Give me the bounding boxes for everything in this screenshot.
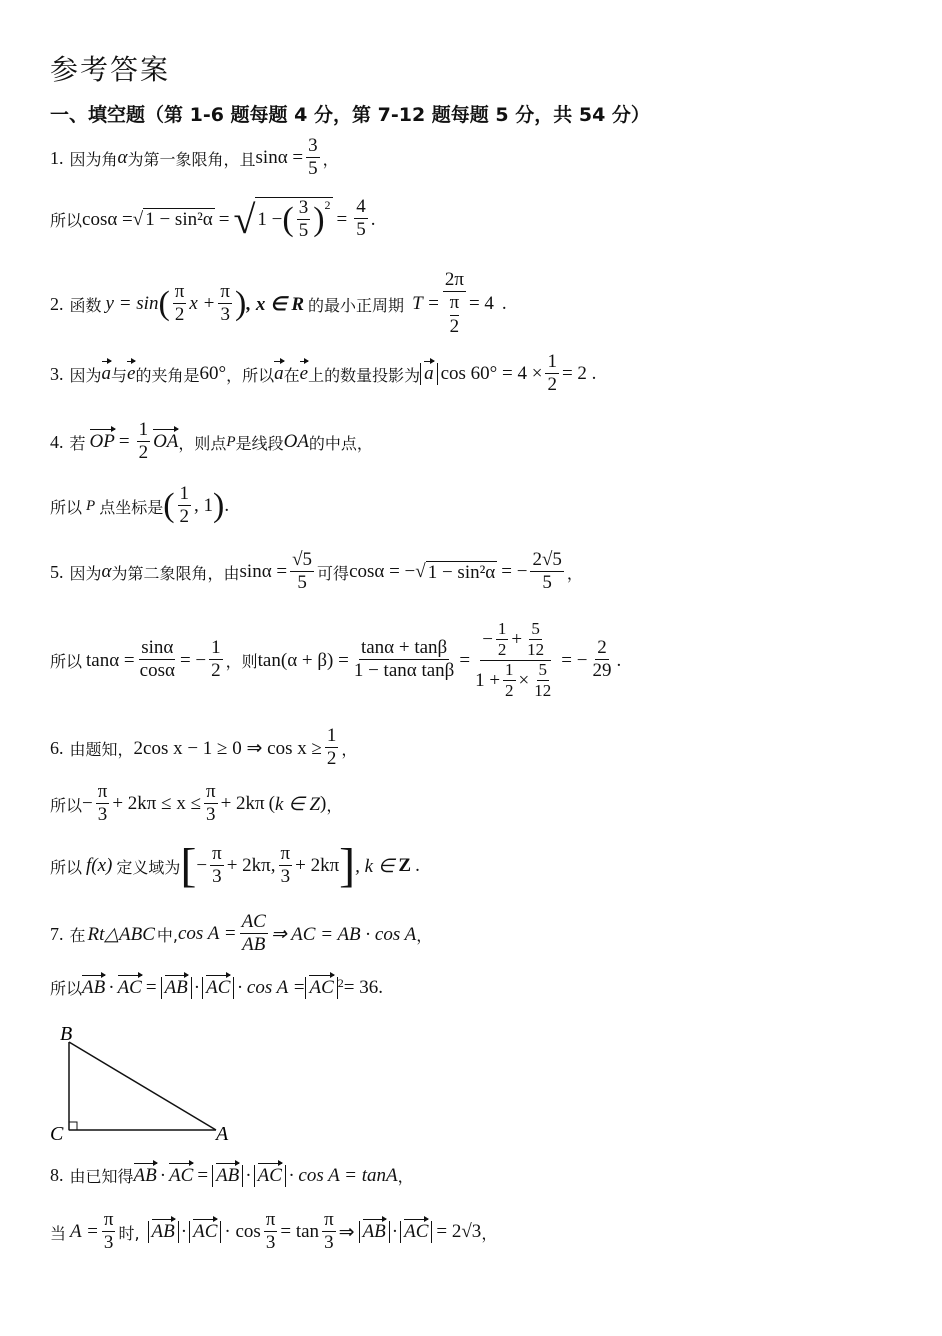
q4-number: 4. [50,431,64,452]
q2-frac1: $\frac{\pi}{2}$ [174,280,185,325]
q8-vec-ab: AB [133,1164,157,1186]
q7-triangle: Rt△ABC [87,923,155,945]
q8-vec-ac: AC [169,1164,194,1186]
q6-neg: − [82,793,93,815]
q6-l2-frac1: $\frac{\pi}{3}$ [97,781,108,825]
q7-vec-ab: AB [82,976,106,998]
q5-result: $\frac{2}{29}$ [592,637,612,682]
q6-lead3: 所以 [50,857,83,877]
q6-l3-neg: − [196,855,208,876]
q8-number: 8. [50,1165,64,1185]
q7-lead: 所以 [50,979,83,998]
q8-dot2: · [245,1164,252,1186]
q4-point-p: P [226,433,236,450]
q4-point-p2: P [86,497,96,514]
q6-Z: Z [398,855,412,876]
q5-big-frac: $\frac{\tan\alpha + \tan\beta}{\text{1 − tanα tanβ}}$ [353,637,455,682]
q4-text-coord: 点坐标是 [99,497,164,517]
q2-T-frac: 2π π 2 [444,269,464,337]
q7-square: 2 [337,976,344,990]
q7-comma: ， [416,925,433,945]
q3-text-a: 因为 [69,365,102,385]
vertex-c-label: C [50,1123,64,1145]
q3-text-b: 与 [111,365,128,385]
q3-vec-a2: a [274,363,284,385]
q5-line2 [50,620,621,701]
q1-number: 1. [50,147,64,168]
q4-text-d: 的中点， [308,433,373,453]
q4-period: . [224,495,230,517]
q6-l3-mid: + 2kπ, [226,855,276,876]
q1-comma: ， [322,149,339,169]
q1-fraction: $\frac{3}{5}$ [308,135,318,179]
right-angle-mark [69,1122,77,1130]
q7-eq: = [145,976,157,998]
q2-period: . [501,293,507,315]
q7-text-a: 在 [69,925,86,945]
q5-eq2: = − [501,561,528,583]
q1-sqrt: √ 1 − sin²α [132,208,213,230]
q2-domain: , x ∈ R [246,293,305,315]
q3-vec-e: e [127,363,136,385]
q8-res: = 2√3 [436,1221,482,1243]
q8-abs-ab3: AB [359,1221,390,1243]
q4-oa: OA [283,431,309,453]
section-heading: 一、填空题（第 1-6 题每题 4 分，第 7-12 题每题 5 分，共 54 分） [50,104,650,126]
q4-frac: $\frac{1}{2}$ [138,419,149,463]
q5-alpha: α [101,561,112,583]
q6-number: 6. [50,737,64,758]
q1-period: . [370,208,376,230]
q5-eq4: = − [561,649,588,671]
vertex-a-label: A [216,1123,229,1145]
q3-frac: $\frac{1}{2}$ [547,351,557,395]
q3-vec-e2: e [299,363,309,385]
vertex-b-label: B [60,1023,73,1045]
q1-eq: = [218,208,230,230]
q2-x: x + [189,293,216,315]
q6-l2-end: + 2kπ [220,793,265,815]
q7-cosA: · cos A = [237,976,306,998]
q7-line1 [50,912,432,957]
q4-line2: 所以 P 点坐标是 ( $\frac{1}{2}$ , 1 ) . [50,483,230,527]
q4-vec-oa: OA [153,431,179,453]
q5-comma: ， [566,563,583,583]
q6-l2-frac2: $\frac{\pi}{3}$ [206,781,216,825]
q5-text-b: 为第二象限角，由 [111,563,240,583]
q6-frac: $\frac{1}{2}$ [326,725,337,769]
q7-abs-ac: AC [202,977,234,999]
q3-vec-a: a [101,363,112,385]
q8-dot: · [159,1164,167,1186]
q1-line2 [50,196,376,243]
q6-line1 [50,726,357,771]
q8-abs-ab2: AB [148,1221,179,1243]
q7-rest: ⇒ AC = AB · cos A [270,923,417,945]
q7-line2 [50,976,383,999]
q4-line1 [50,420,373,465]
q6-text-domain: 定义域为 [116,857,181,877]
q2-line: 2. 函数 y = sin ( $\frac{\pi}{2}$ x + $\frac{\pi}{3}$ ) , x ∈ R 的最小正周期 T = 2π π 2 = 4 . [50,269,507,337]
q5-sqrt: √ 1 − sin²α [415,561,496,583]
q5-tan-res: = − [179,649,207,671]
q5-number: 5. [50,561,64,582]
q3-abs-a: a [420,363,438,385]
q7-number: 7. [50,923,64,944]
q3-text-d: ，所以 [226,365,275,385]
q1-sqrt2: √ 1 − ( $\frac{3}{5}$ ) $^2$ [233,196,331,242]
q8-lead: 当 [50,1223,67,1243]
q5-half: $\frac{1}{2}$ [211,637,221,682]
q8-A-eq: A = [70,1221,99,1243]
q8-eq: = [197,1164,209,1186]
q1-eq2: = [336,208,348,230]
q8-text-b: 时, [118,1223,140,1243]
q3-line [50,352,596,397]
q7-dot2: · [193,976,201,998]
q8-dot3: · [180,1221,188,1243]
q5-tan-frac: $\frac{\sin\alpha}{\cos\alpha}$ [139,637,175,682]
q8-line1 [50,1164,414,1187]
q5-cos-frac: $\frac{2√5}{5}$ [532,549,562,593]
q8-comma2: ， [481,1223,498,1243]
q7-dot: · [108,976,115,998]
q5-period: . [616,649,622,671]
q6-l3-k: , k ∈ [355,855,395,877]
side-ab [69,1042,216,1130]
q3-text-e: 在 [283,365,300,385]
q5-tan: tanα = [86,649,135,671]
q7-abs-ac2: AC [305,977,337,999]
q1-alpha: α [117,147,128,169]
q8-dot4: · [391,1221,399,1243]
q7-vec-ac: AC [117,976,142,998]
q2-T-res: = 4 [468,293,494,315]
q7-abs-ab: AB [161,977,192,999]
q8-line2 [50,1210,497,1255]
q4-text-b: ，则点 [178,433,227,453]
q8-abs-ac: AC [254,1165,286,1187]
q5-eq3: = [459,649,471,671]
q1-line1 [50,136,339,181]
q6-fx: f(x) [86,855,113,876]
q8-abs-ac3: AC [400,1221,432,1243]
q1-result: $\frac{4}{5}$ [356,196,366,241]
q6-lead2: 所以 [50,795,83,815]
q5-text-c: 可得 [317,563,350,583]
q1-lead: 所以 [50,211,83,230]
q2-text2: 的最小正周期 [308,295,405,315]
q8-text-a: 由已知得 [69,1167,134,1186]
q3-res: = 2 . [561,363,597,385]
triangle-figure [44,1020,244,1150]
q4-eq: = [118,431,130,453]
q3-number: 3. [50,363,64,384]
q6-l2-k: k ∈ Z [274,793,321,815]
q8-cos: · cos [224,1221,261,1243]
q3-text-c: 的夹角是 [135,365,200,385]
q6-l3-frac2: $\frac{\pi}{3}$ [280,842,291,887]
q1-sin: sinα = [255,147,304,169]
q4-vec-op: OP [89,431,115,453]
q7-res: = 36 [343,976,379,998]
q4-lead: 所以 [50,497,83,517]
q3-expr: cos 60° = 4 × [440,363,543,385]
q4-text-a: 若 [69,433,86,453]
q8-tan: = tan [280,1221,320,1243]
q7-cos: cos A = [178,923,237,945]
q4-text-c: 是线段 [235,433,284,453]
q8-frac3: $\frac{\pi}{3}$ [324,1209,334,1253]
q6-text-a: 由题知， [69,739,134,759]
q6-l2-mid: + 2kπ ≤ x ≤ [112,793,201,815]
q6-comma2: ， [326,795,343,815]
q7-frac: $\frac{AC}{AB}$ [241,911,266,955]
q4-coord-y: , 1 [194,495,214,517]
q5-line1 [50,550,583,595]
q8-implies: ⇒ [338,1221,355,1243]
q8-abs-ab: AB [212,1165,243,1187]
q1-text2: 为第一象限角，且 [127,149,256,169]
q3-text-f: 上的数量投影为 [308,365,421,385]
q6-l3-end: + 2kπ [295,855,340,876]
q8-comma: ， [397,1167,414,1186]
q6-period: . [415,855,420,876]
q2-frac2: $\frac{\pi}{3}$ [220,280,230,325]
q1-cos: cosα = [82,208,133,230]
q5-text-a: 因为 [69,563,102,583]
q5-complex-frac: − $\frac{1}{2}$ + $\frac{5}{12}$ 1 + $\frac{1}{2}$ × $\frac{5}{12}$ [475,619,552,700]
q1-text: 因为角 [69,149,118,169]
q5-text-d: ，则 [225,652,258,672]
q5-cos: cosα = − [349,561,416,583]
q2-text: 函数 [69,295,102,315]
q8-abs-ac2: AC [189,1221,221,1243]
q5-lead: 所以 [50,652,83,672]
q5-sin: sinα = [239,561,288,583]
q6-line3: 所以 f(x) 定义域为 [ − $\frac{\pi}{3}$ + 2kπ, $\frac{\pi}{3}$ + 2kπ ] , k ∈ Z . [50,839,420,892]
q6-expr: 2cos x − 1 ≥ 0 ⇒ cos x ≥ [133,737,322,759]
q7-period: . [378,976,383,998]
q6-comma: ， [341,739,358,759]
q7-text-b: 中, [156,925,178,945]
q6-line2: 所以 − $\frac{\pi}{3}$ + 2kπ ≤ x ≤ $\frac{\pi}{3}$ + 2kπ ( k ∈ Z ) ， [50,781,343,825]
q8-cos-tan: · cos A = tanA [288,1164,398,1186]
q5-tan-sum: tan(α + β) = [257,649,349,671]
q8-frac2: $\frac{\pi}{3}$ [265,1209,276,1253]
page-title: 参考答案 [50,53,171,86]
q8-frac: $\frac{\pi}{3}$ [103,1209,114,1253]
q2-T: T = [412,293,440,315]
q6-l3-frac1: $\frac{\pi}{3}$ [212,842,222,887]
q3-angle: 60° [199,363,227,385]
q2-number: 2. [50,293,64,314]
q5-sin-frac: $\frac{√5}{5}$ [292,549,313,593]
q4-coord-frac: $\frac{1}{2}$ [179,483,190,527]
q2-expr: y = sin [105,293,159,315]
